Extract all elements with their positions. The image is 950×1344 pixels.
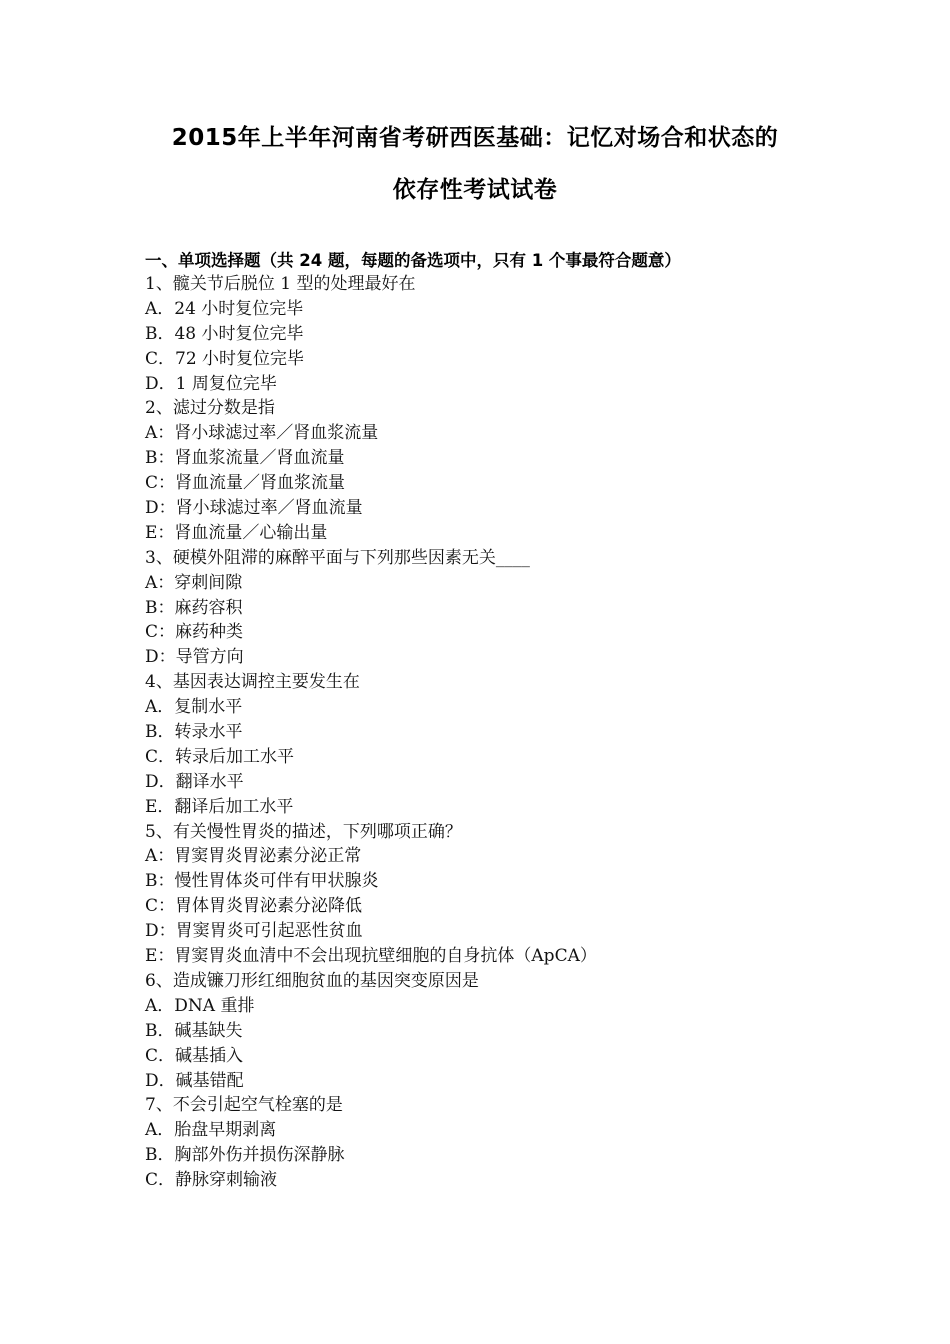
answer-option: D．翻译水平	[145, 771, 244, 792]
answer-option: B．胸部外伤并损伤深静脉	[145, 1145, 345, 1166]
answer-option: D．碱基错配	[145, 1070, 244, 1091]
answer-option: E：胃窦胃炎血清中不会出现抗壁细胞的自身抗体（ApCA）	[145, 946, 597, 967]
answer-option: E：肾血流量／心输出量	[145, 522, 328, 543]
answer-option: B．48 小时复位完毕	[145, 323, 304, 344]
answer-option: D：导管方向	[145, 647, 244, 668]
question-stem: 2、滤过分数是指	[145, 398, 275, 419]
answer-option: B：肾血浆流量／肾血流量	[145, 448, 345, 469]
answer-option: B．转录水平	[145, 722, 243, 743]
answer-option: A．DNA 重排	[145, 995, 255, 1016]
answer-option: C．碱基插入	[145, 1045, 244, 1066]
answer-option: C：肾血流量／肾血浆流量	[145, 473, 346, 494]
answer-option: C：胃体胃炎胃泌素分泌降低	[145, 896, 363, 917]
section-heading: 一、单项选择题（共 24 题，每题的备选项中，只有 1 个事最符合题意）	[145, 251, 681, 270]
answer-option: B：慢性胃体炎可伴有甲状腺炎	[145, 871, 379, 892]
answer-option: A：穿刺间隙	[145, 572, 243, 593]
question-list	[145, 272, 845, 1193]
answer-option: A．复制水平	[145, 697, 243, 718]
answer-option: A．24 小时复位完毕	[145, 298, 304, 319]
answer-option: C．静脉穿刺输液	[145, 1170, 278, 1191]
answer-option: D．1 周复位完毕	[145, 373, 277, 394]
answer-option: D：肾小球滤过率／肾血流量	[145, 498, 363, 519]
answer-option: E．翻译后加工水平	[145, 796, 294, 817]
answer-option: C：麻药种类	[145, 622, 244, 643]
question-stem: 1、髋关节后脱位 1 型的处理最好在	[145, 274, 416, 294]
answer-option: B：麻药容积	[145, 597, 243, 618]
question-stem: 6、造成镰刀形红细胞贫血的基因突变原因是	[145, 970, 479, 991]
answer-option: C．转录后加工水平	[145, 746, 295, 767]
document-title-line2: 依存性考试试卷	[392, 177, 558, 203]
answer-option: A：胃窦胃炎胃泌素分泌正常	[145, 846, 362, 867]
answer-option: B．碱基缺失	[145, 1020, 243, 1041]
question-stem: 4、基因表达调控主要发生在	[145, 672, 360, 693]
document-title-line1: 2015年上半年河南省考研西医基础：记忆对场合和状态的	[171, 125, 779, 151]
answer-option: A．胎盘早期剥离	[145, 1120, 277, 1141]
answer-option: D：胃窦胃炎可引起恶性贫血	[145, 921, 363, 942]
answer-option: C．72 小时复位完毕	[145, 348, 305, 369]
question-stem: 3、硬模外阻滞的麻醉平面与下列那些因素无关____	[145, 547, 530, 568]
question-stem: 7、不会引起空气栓塞的是	[145, 1095, 343, 1116]
question-stem: 5、有关慢性胃炎的描述，下列哪项正确？	[145, 821, 462, 842]
answer-option: A：肾小球滤过率／肾血浆流量	[145, 423, 379, 444]
